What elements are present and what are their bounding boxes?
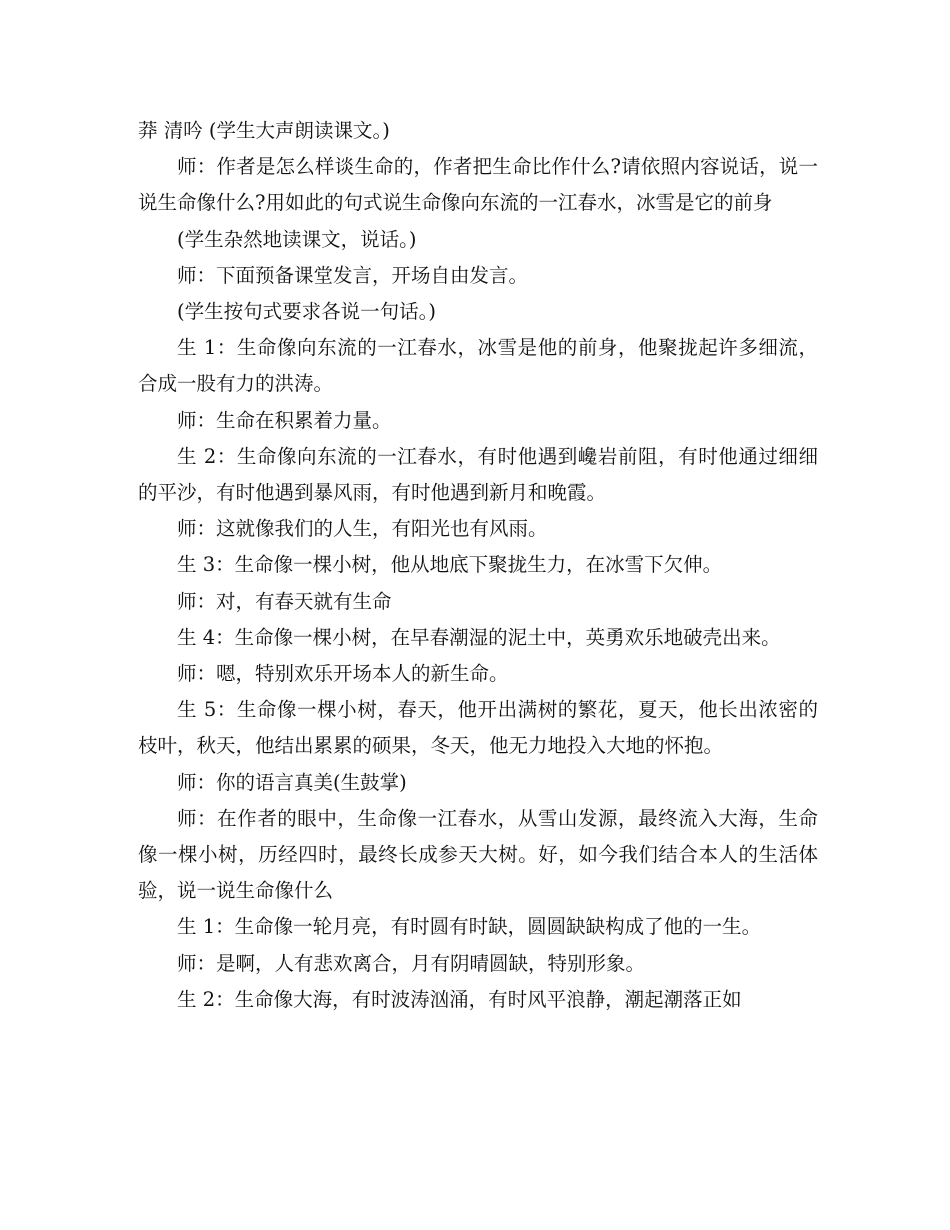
paragraph: 生 3：生命像一棵小树，他从地底下聚拢生力，在冰雪下欠伸。	[177, 553, 723, 577]
paragraph: 生 2：生命像大海，有时波涛汹涌，有时风平浪静，潮起潮落正如	[177, 987, 742, 1011]
paragraph: 师：对，有春天就有生命	[177, 589, 392, 613]
paragraph: 师：作者是怎么样谈生命的，作者把生命比作什么?请依照内容说话，说一说生命像什么?用如此的句式说生命像向东流的一江春水，冰雪是它的前身	[138, 155, 818, 215]
paragraph: 莽 清吟 (学生大声朗读课文。)	[138, 119, 390, 142]
paragraph: 师：嗯，特别欢乐开场本人的新生命。	[177, 662, 509, 686]
paragraph: 生 1：生命像一轮月亮，有时圆有时缺，圆圆缺缺构成了他的一生。	[177, 915, 762, 939]
paragraph: 生 4：生命像一棵小树，在早春潮湿的泥土中，英勇欢乐地破壳出来。	[177, 625, 781, 649]
paragraph: 师：这就像我们的人生，有阳光也有风雨。	[177, 517, 548, 541]
paragraph: 生 2：生命像向东流的一江春水，有时他遇到巉岩前阻，有时他通过细细的平沙，有时他遇到暴风雨，有时他遇到新月和晚霞。	[138, 444, 818, 505]
paragraph: 师：生命在积累着力量。	[177, 408, 392, 432]
paragraph: 师：是啊，人有悲欢离合，月有阴晴圆缺，特别形象。	[177, 951, 646, 975]
paragraph: 师：你的语言真美(生鼓掌)	[177, 770, 407, 794]
paragraph: 生 1：生命像向东流的一江春水，冰雪是他的前身，他聚拢起许多细流，合成一股有力的洪涛。	[138, 336, 818, 396]
paragraph: 师：下面预备课堂发言，开场自由发言。	[177, 263, 529, 287]
paragraph: (学生杂然地读课文，说话。)	[177, 227, 417, 251]
paragraph: (学生按句式要求各说一句话。)	[177, 300, 436, 324]
document-body	[138, 113, 818, 1018]
paragraph: 生 5：生命像一棵小树，春天，他开出满树的繁花，夏天，他长出浓密的枝叶，秋天，他结出累累的硕果，冬天，他无力地投入大地的怀抱。	[138, 698, 818, 758]
paragraph: 师：在作者的眼中，生命像一江春水，从雪山发源，最终流入大海，生命像一棵小树，历经四时，最终长成参天大树。好，如今我们结合本人的生活体验，说一说生命像什么	[138, 806, 818, 903]
